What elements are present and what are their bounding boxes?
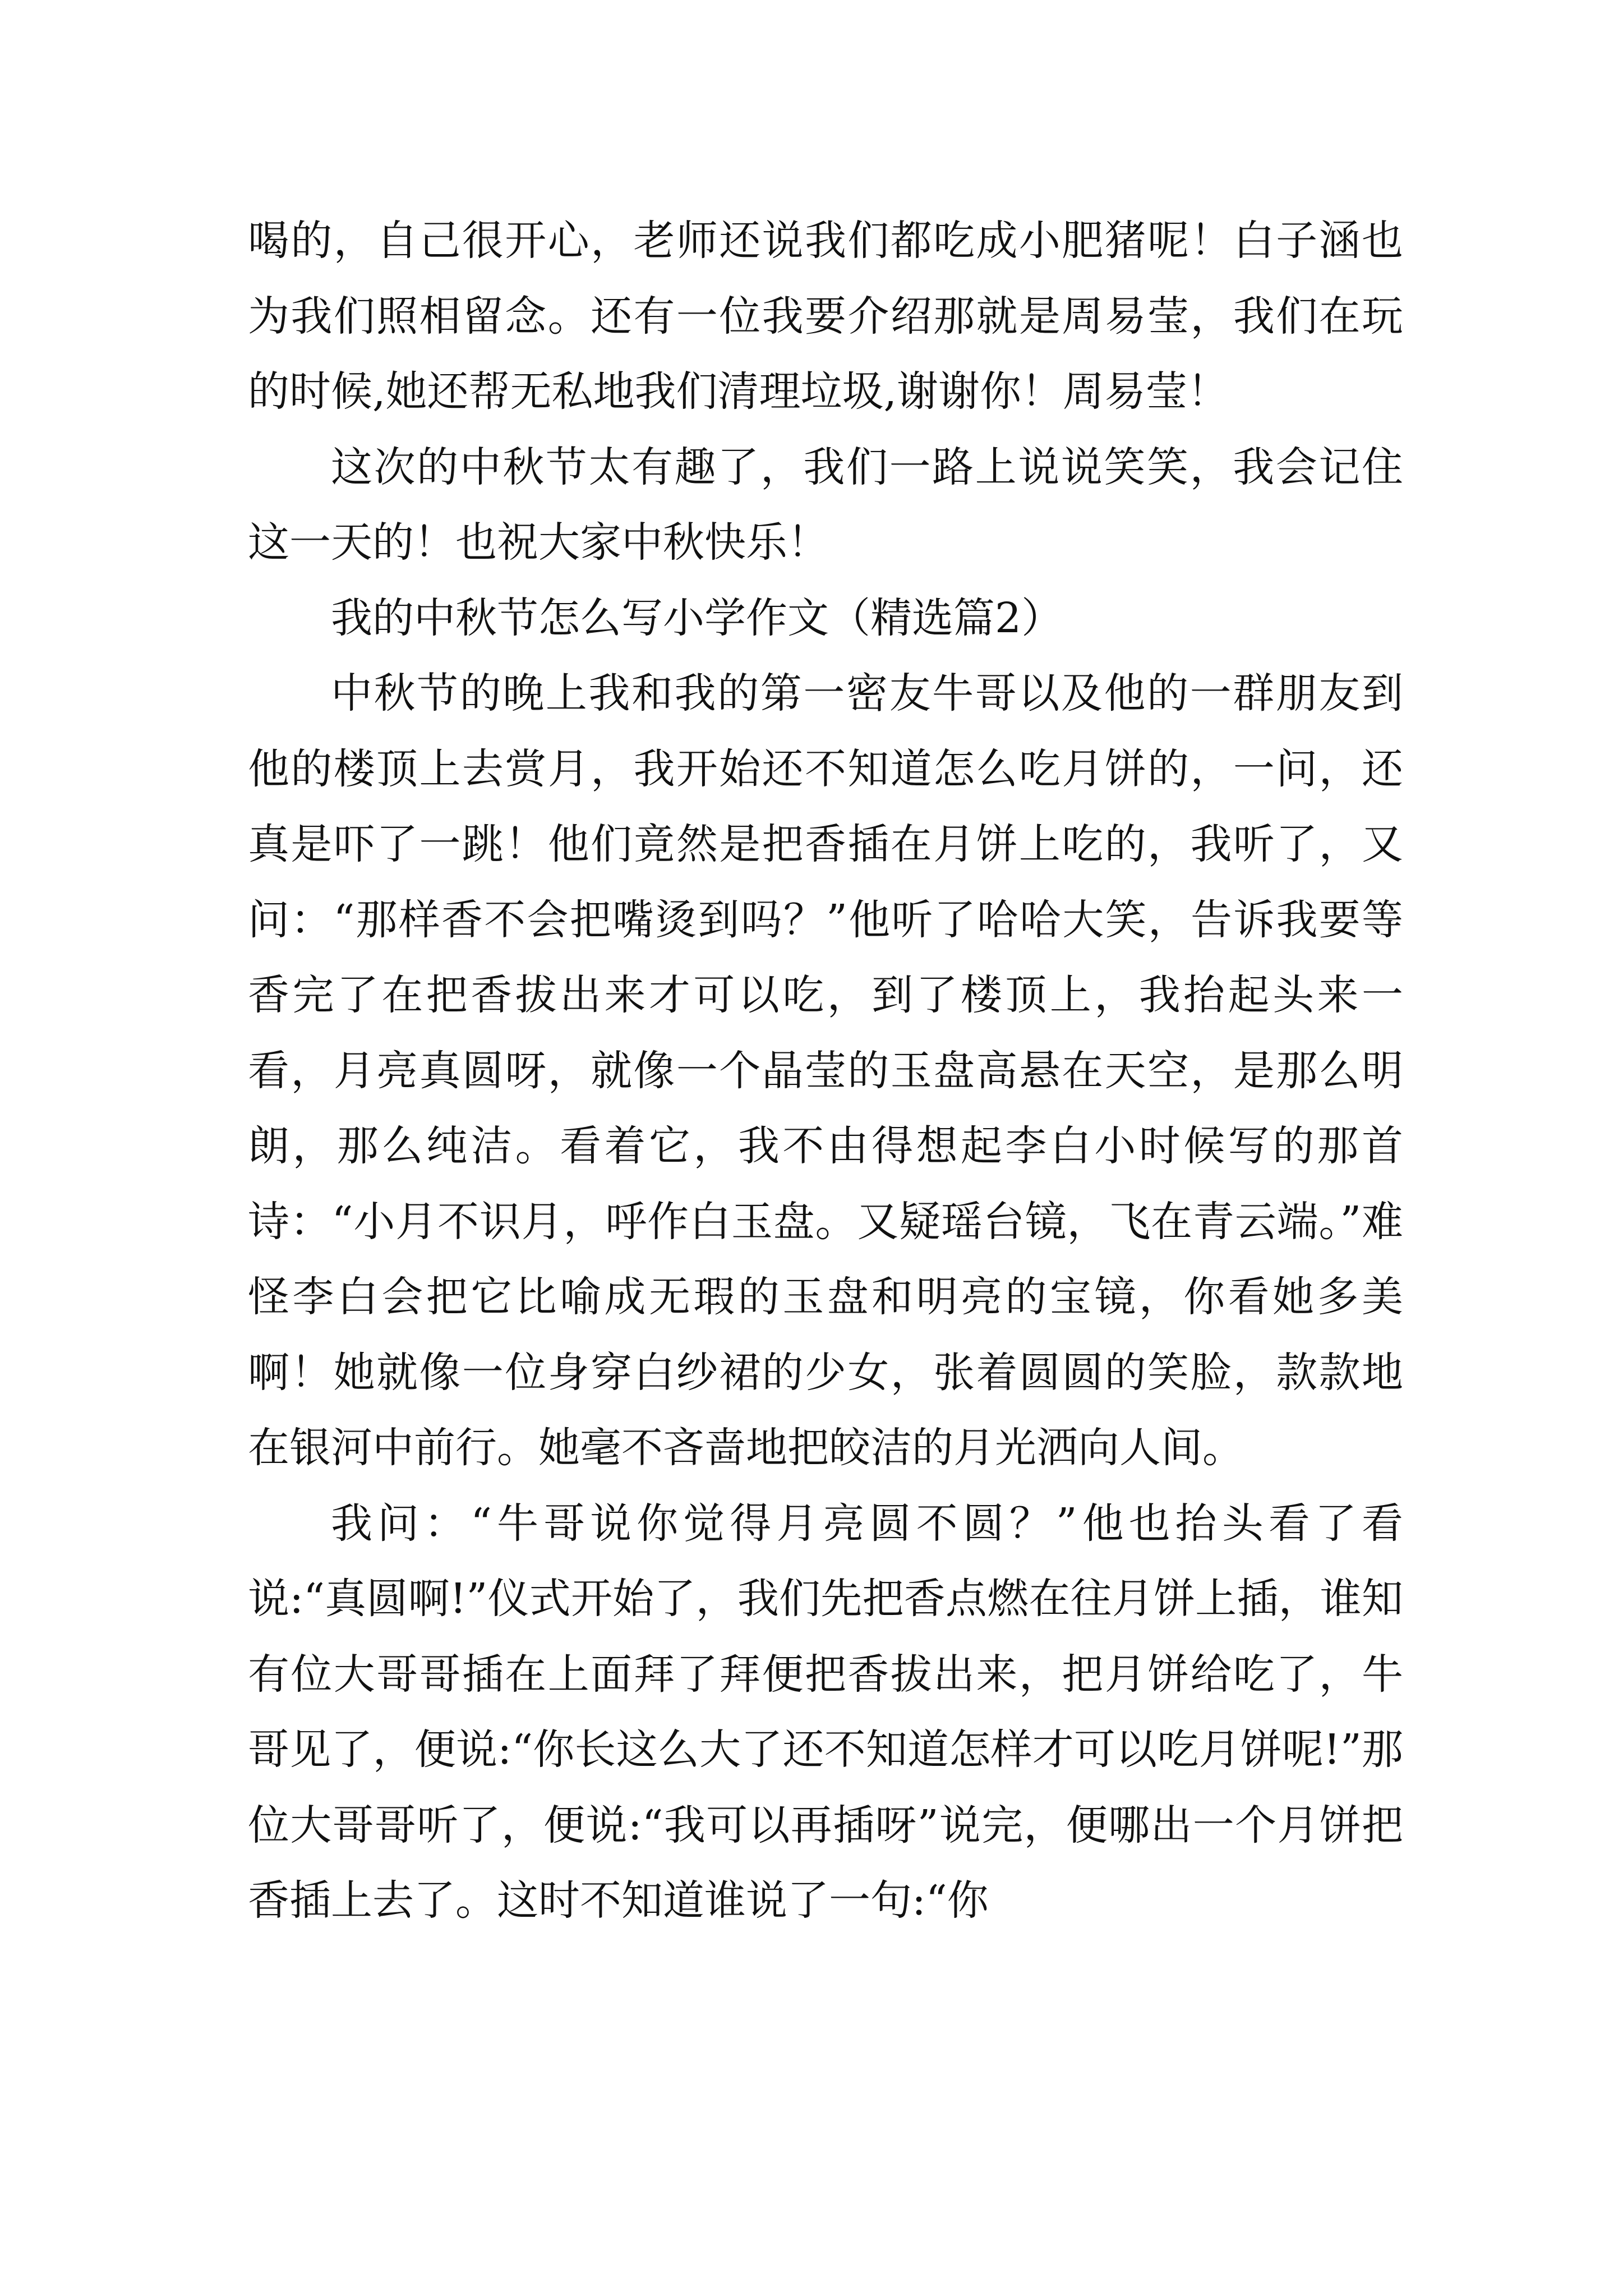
paragraph-ceremony: 我问：“牛哥说你觉得月亮圆不圆？”他也抬头看了看说:“真圆啊!”仪式开始了，我们先把香点燃在往月饼上插，谁知有位大哥哥插在上面拜了拜便把香拔出来，把月饼给吃了，牛哥见了，便说:“你长这么大了还不知道怎样才可以吃月饼呢!”那位大哥哥听了，便说:“我可以再插呀”说完，便哪出一个月饼把香插上去了。这时不知道谁说了一句:“你 <box>248 1499 1403 1925</box>
document-body <box>248 203 1403 1939</box>
section-heading: 我的中秋节怎么写小学作文（精选篇2） <box>331 593 1063 642</box>
paragraph-mid-autumn-night: 中秋节的晚上我和我的第一密友牛哥以及他的一群朋友到他的楼顶上去赏月，我开始还不知道怎么吃月饼的，一问，还真是吓了一跳！他们竟然是把香插在月饼上吃的，我听了，又问：“那样香不会把嘴烫到吗？”他听了哈哈大笑，告诉我要等香完了在把香拔出来才可以吃，到了楼顶上，我抬起头来一看，月亮真圆呀，就像一个晶莹的玉盘高悬在天空，是那么明朗，那么纯洁。看着它，我不由得想起李白小时候写的那首诗：“小月不识月，呼作白玉盘。又疑瑶台镜，飞在青云端。”难怪李白会把它比喻成无瑕的玉盘和明亮的宝镜，你看她多美啊！她就像一位身穿白纱裙的少女，张着圆圆的笑脸，款款地在银河中前行。她毫不吝啬地把皎洁的月光洒向人间。 <box>248 669 1403 1472</box>
paragraph-closing: 这次的中秋节太有趣了，我们一路上说说笑笑，我会记住这一天的！也祝大家中秋快乐！ <box>248 443 1403 567</box>
paragraph-continued: 喝的，自己很开心，老师还说我们都吃成小肥猪呢！白子涵也为我们照相留念。还有一位我要介绍那就是周易莹，我们在玩的时候,她还帮无私地我们清理垃圾,谢谢你！周易莹！ <box>248 217 1403 416</box>
